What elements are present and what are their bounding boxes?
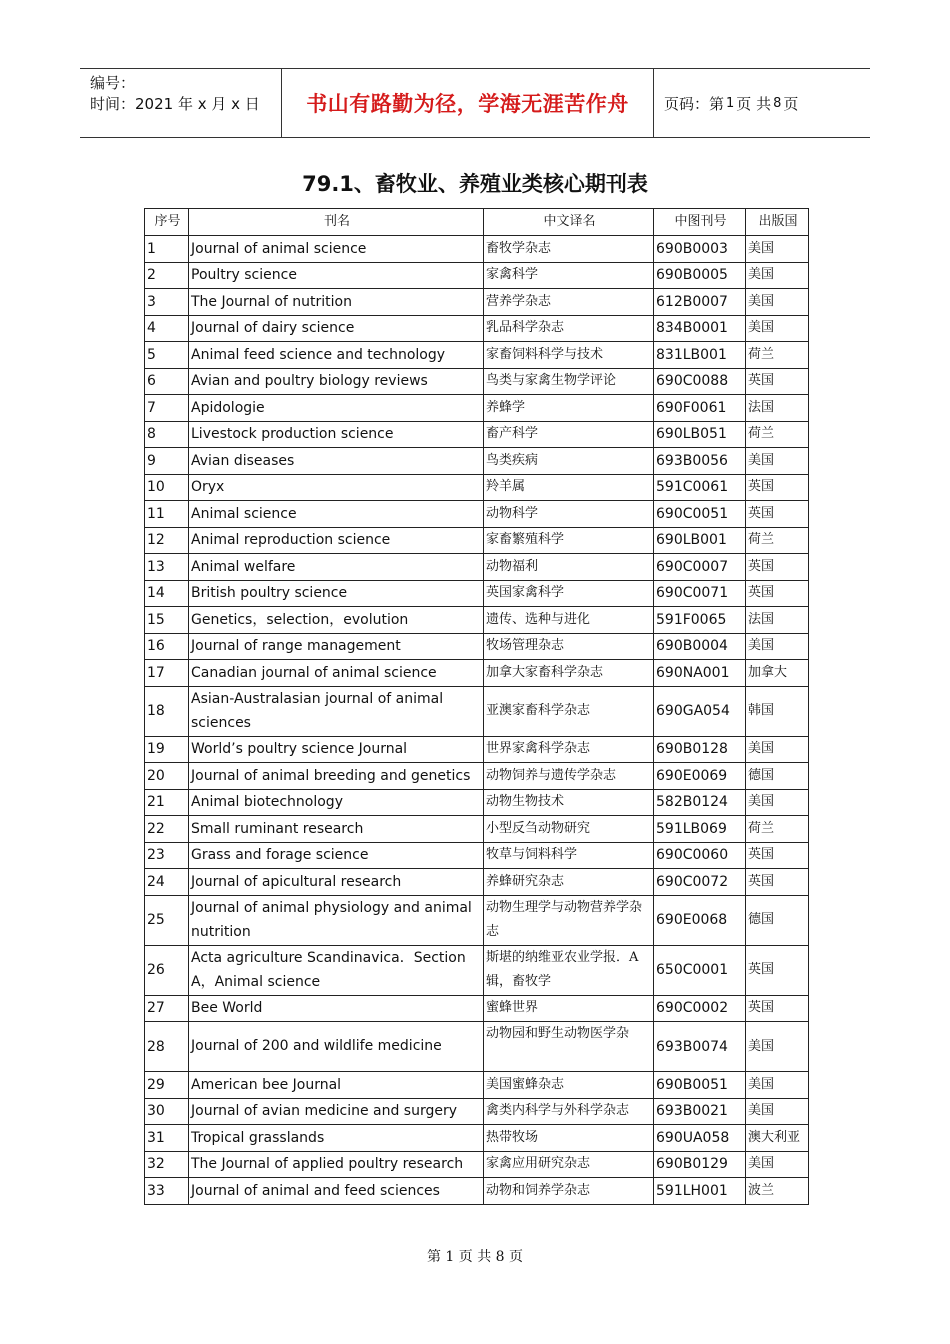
cell-no: 2 xyxy=(145,262,189,289)
cell-no: 25 xyxy=(145,895,189,945)
cell-journal-name: American bee Journal xyxy=(189,1072,484,1099)
cell-no: 30 xyxy=(145,1098,189,1125)
table-row xyxy=(145,995,809,1022)
cell-clc-code: 690NA001 xyxy=(654,660,746,687)
cell-journal-name: British poultry science xyxy=(189,580,484,607)
table-row xyxy=(145,1098,809,1125)
cell-country: 美国 xyxy=(746,236,809,263)
cell-country: 德国 xyxy=(746,763,809,790)
cell-chinese-title: 羚羊属 xyxy=(484,474,654,501)
cell-no: 24 xyxy=(145,869,189,896)
cell-clc-code: 690B0129 xyxy=(654,1151,746,1178)
cell-clc-code: 690B0005 xyxy=(654,262,746,289)
table-row xyxy=(145,554,809,581)
cell-clc-code: 834B0001 xyxy=(654,315,746,342)
page-header xyxy=(80,68,870,138)
cell-clc-code: 650C0001 xyxy=(654,945,746,995)
table-row xyxy=(145,945,809,995)
table-row xyxy=(145,395,809,422)
cell-chinese-title: 养蜂研究杂志 xyxy=(484,869,654,896)
cell-journal-name: Animal science xyxy=(189,501,484,528)
cell-journal-name: Apidologie xyxy=(189,395,484,422)
cell-journal-name: Animal reproduction science xyxy=(189,527,484,554)
cell-chinese-title: 家禽科学 xyxy=(484,262,654,289)
cell-country: 美国 xyxy=(746,1151,809,1178)
table-row xyxy=(145,448,809,475)
cell-journal-name: Grass and forage science xyxy=(189,842,484,869)
cell-chinese-title: 动物科学 xyxy=(484,501,654,528)
cell-journal-name: Animal biotechnology xyxy=(189,789,484,816)
table-row xyxy=(145,1125,809,1152)
cell-country: 英国 xyxy=(746,945,809,995)
cell-journal-name: Acta agriculture Scandinavica．Section A，Animal science xyxy=(189,945,484,995)
cell-country: 荷兰 xyxy=(746,816,809,843)
cell-no: 26 xyxy=(145,945,189,995)
cell-journal-name: Asian-Australasian journal of animal sciences xyxy=(189,686,484,736)
cell-country: 美国 xyxy=(746,633,809,660)
cell-country: 法国 xyxy=(746,395,809,422)
cell-journal-name: The Journal of applied poultry research xyxy=(189,1151,484,1178)
table-row xyxy=(145,501,809,528)
cell-chinese-title: 营养学杂志 xyxy=(484,289,654,316)
cell-country: 英国 xyxy=(746,869,809,896)
table-row xyxy=(145,607,809,634)
cell-no: 32 xyxy=(145,1151,189,1178)
cell-no: 31 xyxy=(145,1125,189,1152)
page-total: 8 xyxy=(773,95,782,111)
cell-chinese-title: 动物生理学与动物营养学杂志 xyxy=(484,895,654,945)
cell-no: 11 xyxy=(145,501,189,528)
cell-country: 荷兰 xyxy=(746,342,809,369)
table-row xyxy=(145,527,809,554)
cell-no: 1 xyxy=(145,236,189,263)
cell-chinese-title: 亚澳家畜科学杂志 xyxy=(484,686,654,736)
cell-country: 荷兰 xyxy=(746,421,809,448)
table-row xyxy=(145,686,809,736)
table-row xyxy=(145,1072,809,1099)
page-suffix: 页 xyxy=(783,94,799,113)
cell-clc-code: 690B0128 xyxy=(654,736,746,763)
table-row xyxy=(145,368,809,395)
table-row xyxy=(145,474,809,501)
cell-country: 英国 xyxy=(746,842,809,869)
table-row xyxy=(145,660,809,687)
cell-journal-name: Journal of apicultural research xyxy=(189,869,484,896)
cell-no: 28 xyxy=(145,1022,189,1072)
cell-journal-name: Journal of animal science xyxy=(189,236,484,263)
table-row xyxy=(145,789,809,816)
col-header-cn: 中文译名 xyxy=(484,209,654,236)
cell-chinese-title: 养蜂学 xyxy=(484,395,654,422)
cell-clc-code: 690B0004 xyxy=(654,633,746,660)
page-prefix: 页码：第 xyxy=(664,94,725,113)
cell-no: 27 xyxy=(145,995,189,1022)
cell-no: 21 xyxy=(145,789,189,816)
cell-clc-code: 690C0007 xyxy=(654,554,746,581)
doc-number-label: 编号： xyxy=(90,74,136,92)
cell-clc-code: 690LB051 xyxy=(654,421,746,448)
cell-chinese-title: 畜产科学 xyxy=(484,421,654,448)
cell-no: 12 xyxy=(145,527,189,554)
cell-journal-name: Livestock production science xyxy=(189,421,484,448)
cell-country: 美国 xyxy=(746,448,809,475)
cell-no: 23 xyxy=(145,842,189,869)
cell-journal-name: The Journal of nutrition xyxy=(189,289,484,316)
cell-country: 荷兰 xyxy=(746,527,809,554)
cell-journal-name: Journal of 200 and wildlife medicine xyxy=(189,1022,484,1072)
cell-chinese-title: 家禽应用研究杂志 xyxy=(484,1151,654,1178)
cell-chinese-title: 动物福利 xyxy=(484,554,654,581)
cell-clc-code: 690C0072 xyxy=(654,869,746,896)
cell-no: 13 xyxy=(145,554,189,581)
cell-chinese-title: 世界家禽科学杂志 xyxy=(484,736,654,763)
cell-clc-code: 690C0051 xyxy=(654,501,746,528)
cell-clc-code: 690E0068 xyxy=(654,895,746,945)
cell-country: 加拿大 xyxy=(746,660,809,687)
cell-journal-name: Oryx xyxy=(189,474,484,501)
cell-country: 英国 xyxy=(746,580,809,607)
page-mid: 页 共 xyxy=(736,94,772,113)
page-title: 79.1、畜牧业、养殖业类核心期刊表 xyxy=(302,172,648,196)
table-row xyxy=(145,763,809,790)
col-header-code: 中图刊号 xyxy=(654,209,746,236)
cell-clc-code: 690B0051 xyxy=(654,1072,746,1099)
cell-no: 16 xyxy=(145,633,189,660)
cell-country: 韩国 xyxy=(746,686,809,736)
cell-country: 美国 xyxy=(746,789,809,816)
cell-country: 美国 xyxy=(746,289,809,316)
table-row xyxy=(145,842,809,869)
cell-chinese-title: 加拿大家畜科学杂志 xyxy=(484,660,654,687)
cell-clc-code: 831LB001 xyxy=(654,342,746,369)
cell-no: 8 xyxy=(145,421,189,448)
cell-country: 美国 xyxy=(746,1098,809,1125)
cell-chinese-title: 鸟类疾病 xyxy=(484,448,654,475)
cell-journal-name: Bee World xyxy=(189,995,484,1022)
cell-country: 波兰 xyxy=(746,1178,809,1205)
cell-clc-code: 582B0124 xyxy=(654,789,746,816)
cell-chinese-title: 斯堪的纳维亚农业学报．A 辑，畜牧学 xyxy=(484,945,654,995)
cell-journal-name: Journal of dairy science xyxy=(189,315,484,342)
cell-journal-name: Canadian journal of animal science xyxy=(189,660,484,687)
table-row xyxy=(145,262,809,289)
cell-no: 3 xyxy=(145,289,189,316)
cell-clc-code: 690UA058 xyxy=(654,1125,746,1152)
cell-journal-name: Small ruminant research xyxy=(189,816,484,843)
cell-country: 英国 xyxy=(746,554,809,581)
cell-country: 美国 xyxy=(746,736,809,763)
journal-table xyxy=(144,208,809,1205)
cell-no: 18 xyxy=(145,686,189,736)
cell-chinese-title: 热带牧场 xyxy=(484,1125,654,1152)
cell-clc-code: 690B0003 xyxy=(654,236,746,263)
cell-clc-code: 690E0069 xyxy=(654,763,746,790)
table-row xyxy=(145,895,809,945)
table-row xyxy=(145,736,809,763)
cell-no: 29 xyxy=(145,1072,189,1099)
cell-chinese-title: 家畜饲料科学与技术 xyxy=(484,342,654,369)
cell-clc-code: 693B0021 xyxy=(654,1098,746,1125)
cell-chinese-title: 动物和饲养学杂志 xyxy=(484,1178,654,1205)
table-row xyxy=(145,236,809,263)
cell-chinese-title: 畜牧学杂志 xyxy=(484,236,654,263)
cell-country: 美国 xyxy=(746,1072,809,1099)
cell-country: 美国 xyxy=(746,315,809,342)
table-row xyxy=(145,342,809,369)
col-header-no: 序号 xyxy=(145,209,189,236)
cell-chinese-title: 动物生物技术 xyxy=(484,789,654,816)
cell-no: 17 xyxy=(145,660,189,687)
cell-chinese-title: 动物饲养与遗传学杂志 xyxy=(484,763,654,790)
cell-no: 20 xyxy=(145,763,189,790)
table-row xyxy=(145,633,809,660)
cell-chinese-title: 鸟类与家禽生物学评论 xyxy=(484,368,654,395)
cell-country: 澳大利亚 xyxy=(746,1125,809,1152)
cell-chinese-title: 禽类内科学与外科学杂志 xyxy=(484,1098,654,1125)
cell-no: 10 xyxy=(145,474,189,501)
cell-journal-name: Journal of animal physiology and animal nutrition xyxy=(189,895,484,945)
cell-chinese-title: 小型反刍动物研究 xyxy=(484,816,654,843)
cell-chinese-title: 家畜繁殖科学 xyxy=(484,527,654,554)
cell-journal-name: Journal of animal and feed sciences xyxy=(189,1178,484,1205)
cell-clc-code: 693B0074 xyxy=(654,1022,746,1072)
cell-no: 6 xyxy=(145,368,189,395)
cell-chinese-title: 牧场管理杂志 xyxy=(484,633,654,660)
table-row xyxy=(145,289,809,316)
cell-journal-name: Animal feed science and technology xyxy=(189,342,484,369)
cell-clc-code: 690C0002 xyxy=(654,995,746,1022)
table-row xyxy=(145,1022,809,1072)
cell-clc-code: 690C0060 xyxy=(654,842,746,869)
cell-chinese-title: 美国蜜蜂杂志 xyxy=(484,1072,654,1099)
cell-clc-code: 690F0061 xyxy=(654,395,746,422)
table-body xyxy=(145,236,809,1205)
header-meta xyxy=(80,69,282,137)
col-header-country: 出版国 xyxy=(746,209,809,236)
page-current: 1 xyxy=(726,95,735,111)
cell-journal-name: Journal of avian medicine and surgery xyxy=(189,1098,484,1125)
cell-journal-name: Tropical grasslands xyxy=(189,1125,484,1152)
cell-clc-code: 693B0056 xyxy=(654,448,746,475)
cell-country: 英国 xyxy=(746,368,809,395)
cell-no: 22 xyxy=(145,816,189,843)
cell-journal-name: Animal welfare xyxy=(189,554,484,581)
cell-no: 7 xyxy=(145,395,189,422)
table-row xyxy=(145,816,809,843)
table-header-row xyxy=(145,209,809,236)
cell-no: 19 xyxy=(145,736,189,763)
col-header-name: 刊名 xyxy=(189,209,484,236)
cell-clc-code: 690LB001 xyxy=(654,527,746,554)
cell-no: 9 xyxy=(145,448,189,475)
cell-journal-name: Journal of range management xyxy=(189,633,484,660)
cell-journal-name: Poultry science xyxy=(189,262,484,289)
doc-time-label: 时间：2021 年 x 月 x 日 xyxy=(90,95,260,113)
cell-clc-code: 690C0088 xyxy=(654,368,746,395)
cell-country: 德国 xyxy=(746,895,809,945)
table-row xyxy=(145,869,809,896)
cell-no: 15 xyxy=(145,607,189,634)
cell-chinese-title: 乳品科学杂志 xyxy=(484,315,654,342)
table-row xyxy=(145,580,809,607)
header-page-info xyxy=(654,69,870,137)
cell-no: 4 xyxy=(145,315,189,342)
cell-journal-name: Avian diseases xyxy=(189,448,484,475)
cell-no: 33 xyxy=(145,1178,189,1205)
cell-clc-code: 612B0007 xyxy=(654,289,746,316)
cell-country: 美国 xyxy=(746,1022,809,1072)
cell-country: 英国 xyxy=(746,501,809,528)
cell-country: 英国 xyxy=(746,474,809,501)
table-row xyxy=(145,315,809,342)
table-row xyxy=(145,421,809,448)
cell-chinese-title: 动物园和野生动物医学杂 xyxy=(484,1022,654,1072)
cell-country: 英国 xyxy=(746,995,809,1022)
cell-journal-name: World’s poultry science Journal xyxy=(189,736,484,763)
cell-chinese-title: 牧草与饲料科学 xyxy=(484,842,654,869)
cell-clc-code: 591LH001 xyxy=(654,1178,746,1205)
cell-journal-name: Genetics，selection，evolution xyxy=(189,607,484,634)
cell-chinese-title: 蜜蜂世界 xyxy=(484,995,654,1022)
cell-journal-name: Journal of animal breeding and genetics xyxy=(189,763,484,790)
cell-clc-code: 591LB069 xyxy=(654,816,746,843)
cell-clc-code: 690GA054 xyxy=(654,686,746,736)
header-motto: 书山有路勤为径，学海无涯苦作舟 xyxy=(282,69,654,137)
cell-chinese-title: 遗传、选种与进化 xyxy=(484,607,654,634)
cell-country: 美国 xyxy=(746,262,809,289)
page-footer: 第 1 页 共 8 页 xyxy=(426,1249,524,1265)
cell-no: 14 xyxy=(145,580,189,607)
cell-journal-name: Avian and poultry biology reviews xyxy=(189,368,484,395)
cell-country: 法国 xyxy=(746,607,809,634)
cell-clc-code: 591C0061 xyxy=(654,474,746,501)
cell-clc-code: 591F0065 xyxy=(654,607,746,634)
cell-chinese-title: 英国家禽科学 xyxy=(484,580,654,607)
cell-no: 5 xyxy=(145,342,189,369)
table-row xyxy=(145,1178,809,1205)
table-row xyxy=(145,1151,809,1178)
cell-clc-code: 690C0071 xyxy=(654,580,746,607)
